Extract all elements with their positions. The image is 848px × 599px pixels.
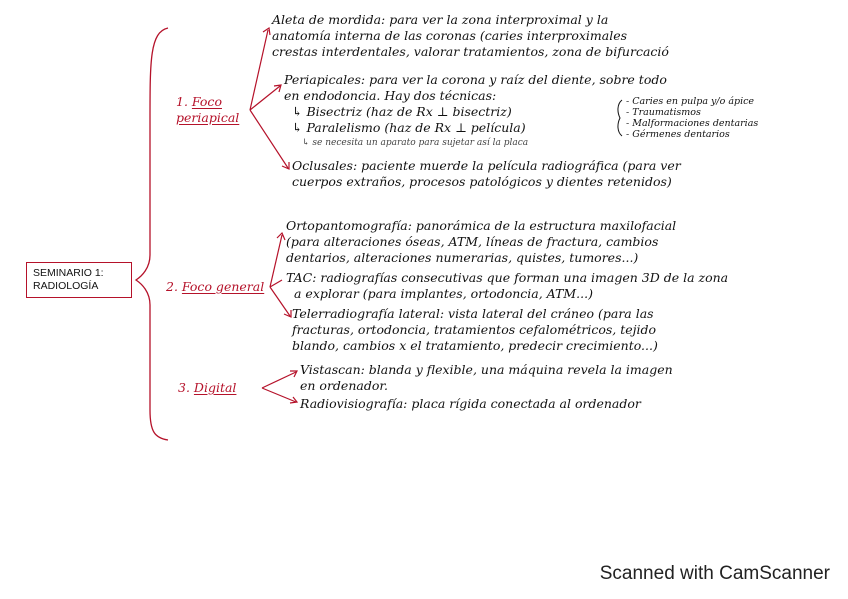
section-1-number: 1. bbox=[176, 94, 188, 109]
section-2-label bbox=[166, 279, 264, 295]
section-1-label-line2: periapical bbox=[176, 110, 240, 125]
connector-ortopantomografia bbox=[270, 235, 282, 287]
aleta-line-2: anatomía interna de las coronas (caries interproximales bbox=[272, 28, 628, 43]
tac-line-1: TAC: radiografías consecutivas que forman una imagen 3D de la zona bbox=[286, 270, 729, 285]
ortopantomografia-line-3: dentarios, alteraciones numerarias, quistes, tumores...) bbox=[286, 250, 639, 265]
arrow-oclusales bbox=[282, 162, 289, 169]
oclusales-line-2: cuerpos extraños, procesos patológicos y dientes retenidos) bbox=[292, 174, 672, 189]
periapicales-line-2: en endodoncia. Hay dos técnicas: bbox=[284, 88, 497, 103]
telerradiografia-line-3: blando, cambios x el tratamiento, predecir crecimiento...) bbox=[292, 338, 658, 353]
aleta-line-1: Aleta de mordida: para ver la zona interproximal y la bbox=[272, 12, 609, 27]
vistascan-line-2: en ordenador. bbox=[300, 378, 388, 393]
nota-line: ↳ se necesita un aparato para sujetar así la placa bbox=[302, 138, 529, 148]
title-line-1: SEMINARIO 1: bbox=[33, 267, 104, 279]
ortopantomografia-line-1: Ortopantomografía: panorámica de la estructura maxilofacial bbox=[286, 218, 677, 233]
tac-line-2: a explorar (para implantes, ortodoncia, ATM...) bbox=[294, 286, 593, 301]
main-brace bbox=[136, 28, 168, 440]
section-1-label-line1: Foco bbox=[191, 94, 222, 109]
connector-radiovisiografia bbox=[262, 388, 296, 402]
indicacion-3: - Malformaciones dentarias bbox=[626, 118, 759, 129]
telerradiografia-line-1: Telerradiografía lateral: vista lateral del cráneo (para las bbox=[292, 306, 654, 321]
connector-vistascan bbox=[262, 372, 296, 388]
indicacion-4: - Gérmenes dentarios bbox=[626, 129, 730, 140]
section-2-number: 2. bbox=[166, 279, 178, 294]
indicaciones-brace bbox=[618, 100, 622, 136]
camscanner-watermark: Scanned with CamScanner bbox=[599, 563, 830, 584]
vistascan-line-1: Vistascan: blanda y flexible, una máquina revela la imagen bbox=[300, 362, 673, 377]
periapicales-line-1: Periapicales: para ver la corona y raíz del diente, sobre todo bbox=[284, 72, 667, 87]
radiovisiografia-line: Radiovisiografía: placa rígida conectada al ordenador bbox=[300, 396, 641, 411]
title-line-2: RADIOLOGÍA bbox=[33, 280, 99, 292]
connector-oclusales bbox=[250, 110, 288, 168]
indicacion-2: - Traumatismos bbox=[626, 107, 701, 118]
arrow-telerradiografia bbox=[284, 310, 291, 317]
paralelismo-line: ↳ Paralelismo (haz de Rx ⊥ película) bbox=[292, 120, 526, 135]
ortopantomografia-line-2: (para alteraciones óseas, ATM, líneas de fractura, cambios bbox=[286, 234, 659, 249]
indicacion-1: - Caries en pulpa y/o ápice bbox=[626, 96, 755, 107]
section-3-number: 3. bbox=[178, 380, 190, 395]
oclusales-line-1: Oclusales: paciente muerde la película radiográfica (para ver bbox=[292, 158, 681, 173]
telerradiografia-line-2: fracturas, ortodoncia, tratamientos cefalométricos, tejido bbox=[292, 322, 657, 337]
section-3-label-text: Digital bbox=[193, 380, 237, 395]
aleta-line-3: crestas interdentales, valorar tratamientos, zona de bifurcació bbox=[272, 44, 669, 59]
section-3-label bbox=[178, 380, 236, 396]
bisectriz-line: ↳ Bisectriz (haz de Rx ⊥ bisectriz) bbox=[292, 104, 512, 119]
connector-telerradiografia bbox=[270, 287, 290, 316]
section-2-label-text: Foco general bbox=[181, 279, 265, 294]
title-box bbox=[26, 262, 132, 298]
section-1-label bbox=[176, 94, 222, 110]
